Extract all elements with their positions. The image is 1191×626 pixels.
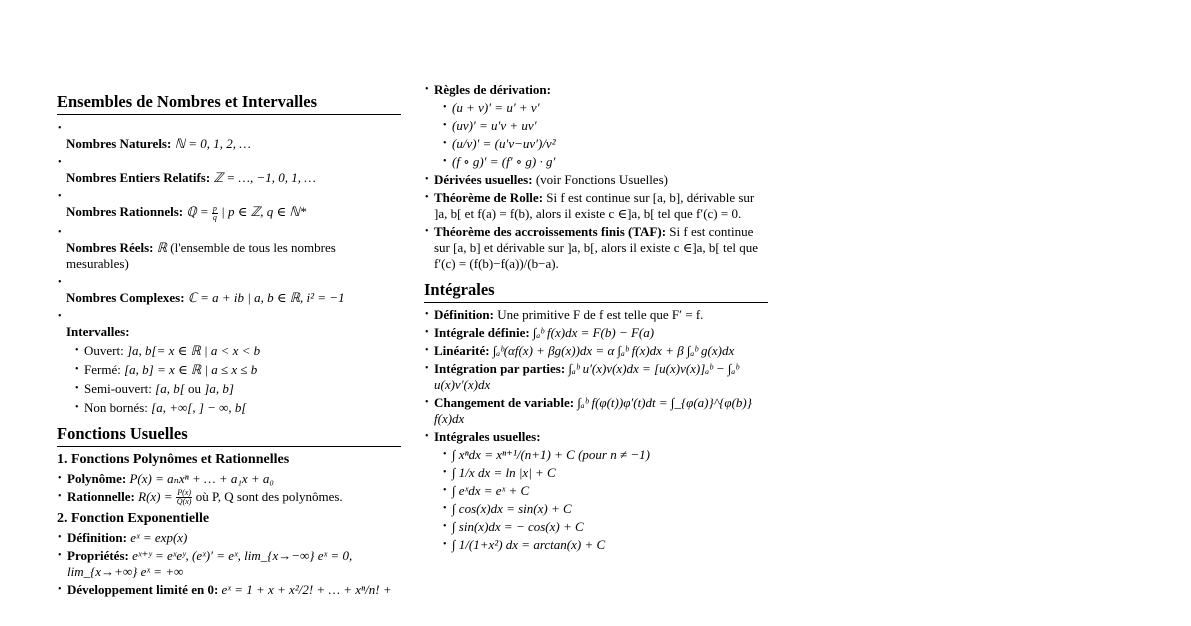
list-item: • Linéarité: ∫ₐᵇ(αf(x) + βg(x))dx = α ∫ₐᵇ f(x)dx + β ∫ₐᵇ g(x)dx bbox=[424, 343, 768, 359]
list-item: • Définition: eˣ = exp(x) bbox=[57, 530, 401, 546]
item-label: Nombres Rationnels: bbox=[66, 204, 184, 219]
list-item bbox=[57, 309, 401, 416]
list-item: • Intégrales usuelles: • ∫ xⁿdx = xⁿ⁺¹/(n+1) + C (pour n ≠ −1) • ∫ 1/x dx = ln |x| + C • ∫ eˣdx = eˣ + C • ∫ cos(x)dx = sin(x) + C • ∫ sin(x)dx = − cos(x) + C • ∫ 1/(1+x²) dx = arctan(x) + C bbox=[424, 429, 768, 553]
list-item: • Rationnelle: R(x) = $\frac{P(x)}{Q(x)}$ où P, Q sont des polynômes. bbox=[57, 489, 401, 507]
list-item bbox=[57, 225, 401, 272]
list-item: • Dérivées usuelles: (voir Fonctions Usuelles) bbox=[424, 172, 768, 188]
list-item: • (u/v)′ = (u′v−uv′)/v² bbox=[442, 136, 768, 152]
list-item: • Théorème des accroissements finis (TAF): Si f est continue sur [a, b] et dérivable sur ]a, b[, alors il existe c ∈]a, b[ tel que f′(c) = (f(b)−f(a))/(b−a). bbox=[424, 224, 768, 272]
list-item bbox=[57, 121, 401, 152]
item-label: Nombres Complexes: bbox=[66, 289, 185, 305]
frac-num: p bbox=[212, 203, 217, 213]
item-math: ℝ bbox=[153, 239, 168, 255]
list-item: • Définition: Une primitive F de f est telle que F′ = f. bbox=[424, 307, 768, 323]
list-item: • Règles de dérivation: • (u + v)′ = u′ + v′ • (uv)′ = u′v + uv′ • (u/v)′ = (u′v−uv′)/v² • (f ∘ g)′ = (f′ ∘ g) · g′ bbox=[424, 82, 768, 170]
list-item: • ∫ sin(x)dx = − cos(x) + C bbox=[442, 519, 768, 535]
list-item: • Changement de variable: ∫ₐᵇ f(φ(t))φ′(t)dt = ∫_{φ(a)}^{φ(b)} f(x)dx bbox=[424, 395, 768, 427]
list-item bbox=[57, 275, 401, 306]
item-label: Nombres Entiers Relatifs: bbox=[66, 170, 211, 185]
list-item: • (uv)′ = u′v + uv′ bbox=[442, 118, 768, 134]
list-item: • (f ∘ g)′ = (f′ ∘ g) · g′ bbox=[442, 154, 768, 170]
item-math: ℤ = …, −1, 0, 1, … bbox=[210, 170, 316, 185]
list-item: • Théorème de Rolle: Si f est continue sur [a, b], dérivable sur ]a, b[ et f(a) = f(b), alors il existe c ∈]a, b[ tel que f′(c) = 0. bbox=[424, 190, 768, 222]
item-math: ℚ = bbox=[183, 204, 212, 219]
item-math: | p ∈ ℤ, q ∈ ℕ* bbox=[217, 204, 307, 219]
exp-list bbox=[57, 530, 401, 598]
left-column bbox=[57, 92, 401, 600]
subsection-title-poly: 1. Fonctions Polynômes et Rationnelles bbox=[57, 451, 290, 467]
derivation-list bbox=[424, 82, 768, 272]
list-item: • ∫ 1/(1+x²) dx = arctan(x) + C bbox=[442, 537, 768, 553]
item-label: Intervalles: bbox=[66, 323, 130, 339]
list-item: • Développement limité en 0: eˣ = 1 + x + x²/2! + … + xⁿ/n! + bbox=[57, 582, 401, 598]
list-item: • Non bornés: [a, +∞[, ] − ∞, b[ bbox=[74, 400, 401, 416]
item-math: ℕ = 0, 1, 2, … bbox=[171, 136, 251, 151]
list-item: • Propriétés: eˣ⁺ʸ = eˣeʸ, (eˣ)′ = eˣ, lim_{x→−∞} eˣ = 0, lim_{x→+∞} eˣ = +∞ bbox=[57, 548, 401, 580]
list-item: • Semi-ouvert: [a, b[ ou ]a, b] bbox=[74, 381, 401, 397]
subsection-title-exp: 2. Fonction Exponentielle bbox=[57, 511, 210, 527]
list-item: • ∫ eˣdx = eˣ + C bbox=[442, 483, 768, 499]
section-title-functions: Fonctions Usuelles bbox=[57, 424, 401, 447]
integrals-list bbox=[424, 307, 768, 553]
frac-den: q bbox=[212, 212, 217, 222]
list-item: • ∫ cos(x)dx = sin(x) + C bbox=[442, 501, 768, 517]
list-item: • (u + v)′ = u′ + v′ bbox=[442, 100, 768, 116]
list-item: • Intégrale définie: ∫ₐᵇ f(x)dx = F(b) − F(a) bbox=[424, 325, 768, 341]
item-label: Nombres Naturels: bbox=[66, 136, 172, 151]
item-math: ℂ = a + ib | a, b ∈ ℝ, i² = −1 bbox=[184, 289, 345, 305]
intervals-list bbox=[74, 343, 401, 416]
usual-integrals-list bbox=[442, 447, 768, 553]
item-label: Nombres Réels: bbox=[66, 239, 154, 255]
list-item bbox=[57, 189, 401, 222]
deriv-rules-list bbox=[442, 100, 768, 170]
poly-list bbox=[57, 471, 401, 507]
sets-list bbox=[57, 121, 401, 416]
list-item: • Ouvert: ]a, b[= x ∈ ℝ | a < x < b bbox=[74, 343, 401, 359]
list-item: • ∫ 1/x dx = ln |x| + C bbox=[442, 465, 768, 481]
item-text: (l'ensemble de tous les nombres mesurables) bbox=[66, 239, 336, 271]
section-title-integrals: Intégrales bbox=[424, 280, 768, 303]
right-column bbox=[424, 80, 768, 555]
fraction: $\frac{P(x)}{Q(x)}$ bbox=[176, 488, 192, 507]
list-item: • ∫ xⁿdx = xⁿ⁺¹/(n+1) + C (pour n ≠ −1) bbox=[442, 447, 768, 463]
list-item: • Intégration par parties: ∫ₐᵇ u′(x)v(x)dx = [u(x)v(x)]ₐᵇ − ∫ₐᵇ u(x)v′(x)dx bbox=[424, 361, 768, 393]
section-title-sets: Ensembles de Nombres et Intervalles bbox=[57, 92, 401, 115]
list-item: • Fermé: [a, b] = x ∈ ℝ | a ≤ x ≤ b bbox=[74, 362, 401, 378]
list-item: • Polynôme: P(x) = aₙxⁿ + … + a₁x + a₀ bbox=[57, 471, 401, 487]
list-item bbox=[57, 155, 401, 186]
